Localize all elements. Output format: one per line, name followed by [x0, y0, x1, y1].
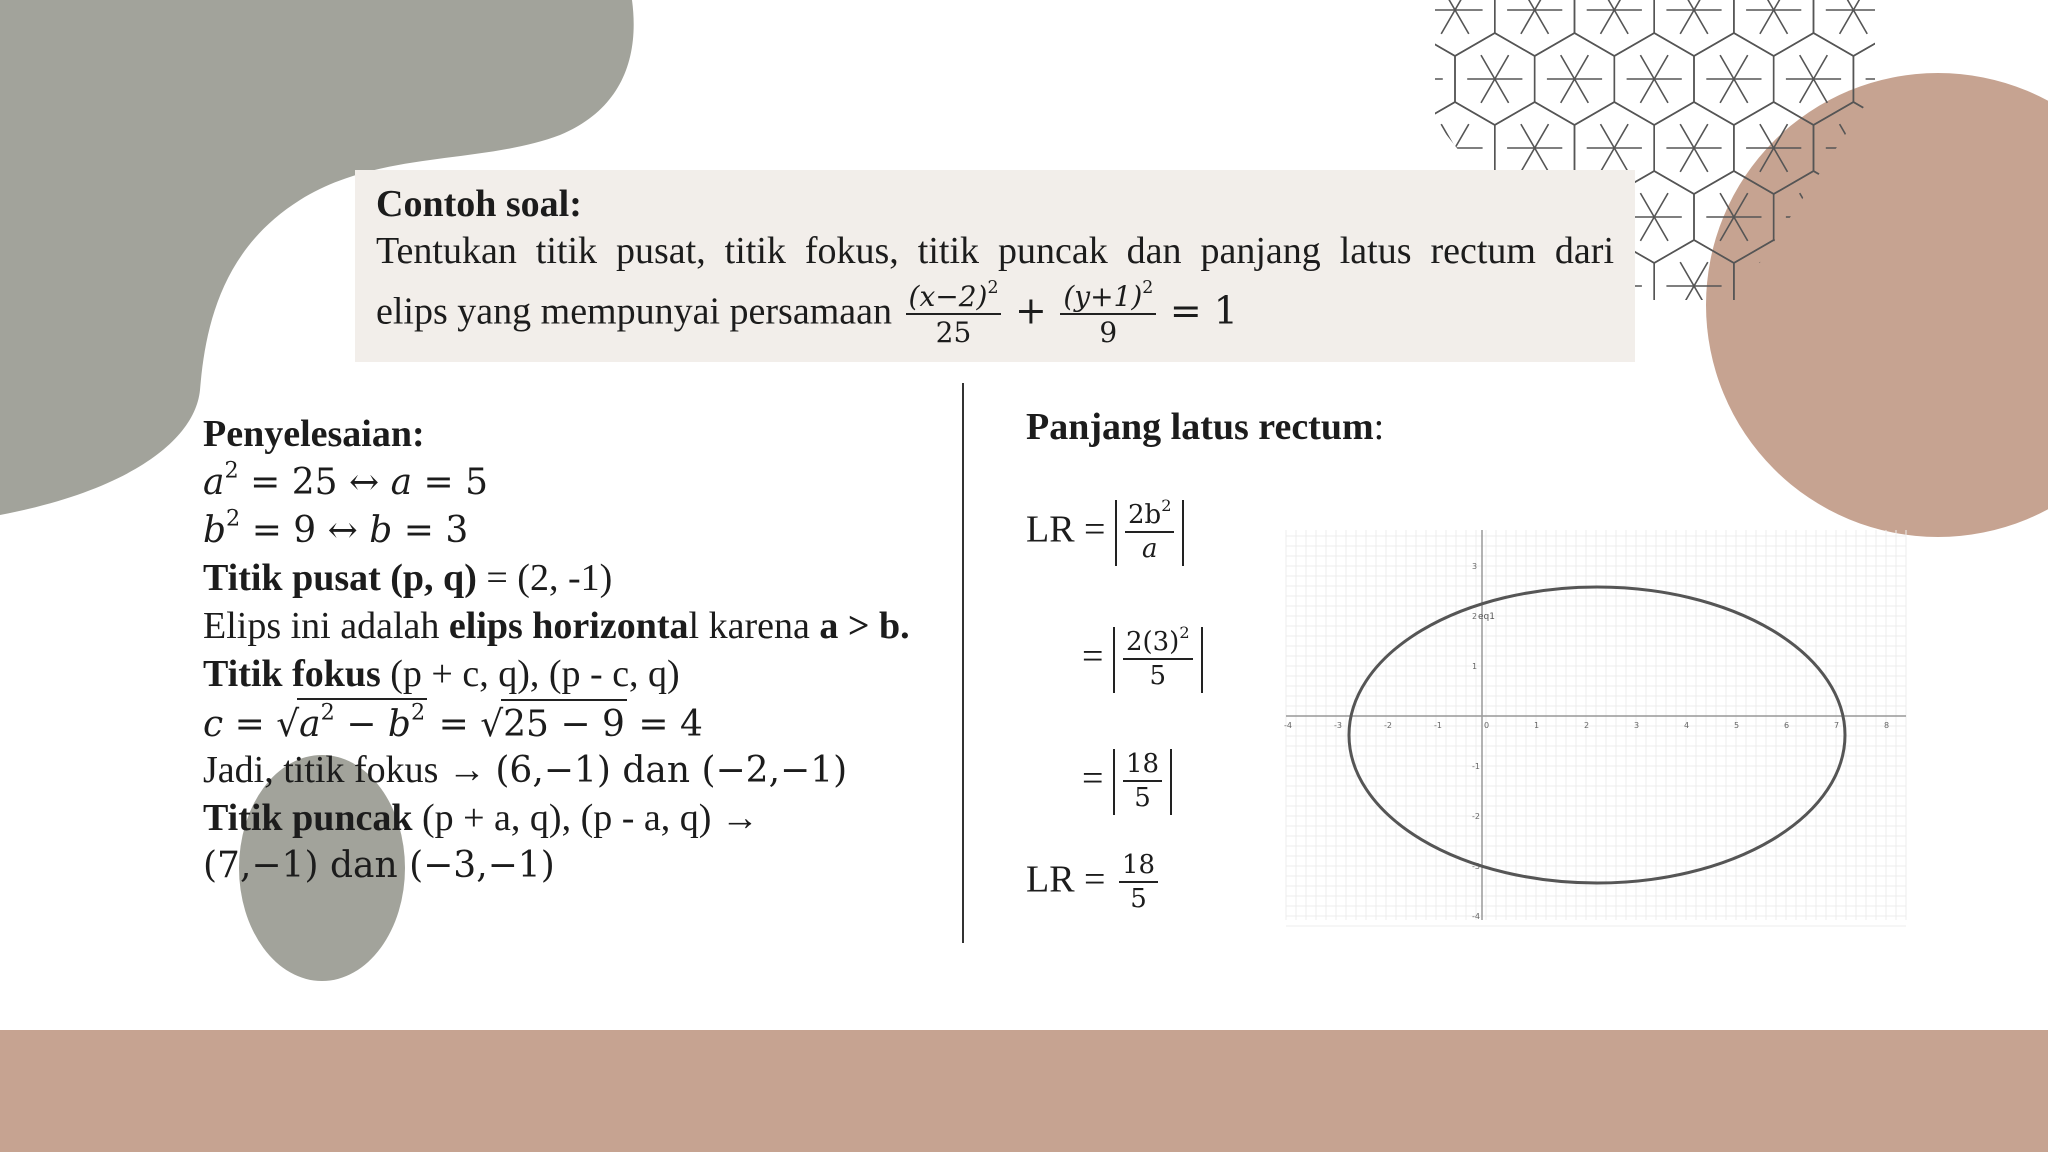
ellipse-graph	[1286, 530, 1906, 920]
y-tick-label: 3	[1472, 562, 1478, 571]
hex-star-stroke	[1840, 0, 1868, 34]
x-tick-label: 0	[1484, 721, 1490, 730]
ellipse-curve	[1349, 587, 1845, 883]
hex-star-stroke	[1521, 0, 1549, 34]
x-tick-label: 1	[1534, 721, 1540, 730]
curve-label: eq1	[1478, 612, 1495, 622]
a-squared-line: $a^2 = 25$ ↔ a = 5	[203, 457, 489, 503]
focus-formula-line: Titik fokus (p + c, q), (p - c, q)	[203, 653, 680, 695]
b-squared-line: $b^2 = 9$ ↔ b = 3	[203, 505, 469, 551]
x-tick-label: 8	[1884, 721, 1890, 730]
focus-result-line: Jadi, titik fokus → (6,−1) dan (−2,−1)	[203, 749, 848, 791]
equation-plus: +	[1014, 288, 1047, 333]
x-tick-label: -2	[1384, 721, 1392, 730]
lr-final: LR = $\frac{18}{5}$	[1026, 852, 1162, 914]
hex-star-stroke	[1601, 0, 1629, 34]
problem-text-line1: Tentukan titik pusat, titik fokus, titik puncak dan panjang latus rectum dari	[376, 230, 1614, 272]
lr-step-3: = $\frac{18}{5}$	[1082, 749, 1172, 815]
latus-rectum-title: Panjang latus rectum:	[1026, 406, 1385, 448]
hex-cell	[1774, 171, 1854, 263]
x-tick-label: -1	[1434, 721, 1442, 730]
x-tick-label: -3	[1334, 721, 1342, 730]
problem-heading: Contoh soal:	[376, 183, 582, 225]
solution-block	[203, 410, 910, 890]
hex-cell	[1734, 0, 1814, 56]
hex-star-stroke	[1441, 0, 1469, 34]
problem-text-line2	[376, 277, 1238, 350]
hex-star-stroke	[1800, 193, 1828, 241]
y-tick-label: 1	[1472, 662, 1478, 671]
hex-star-stroke	[1760, 0, 1788, 34]
lr-step-1: LR = $\frac{2b^2}{a}$	[1026, 500, 1184, 566]
x-tick-label: 3	[1634, 721, 1640, 730]
x-tick-label: 2	[1584, 721, 1590, 730]
y-tick-label: -4	[1472, 912, 1480, 921]
hex-star-stroke	[1680, 0, 1708, 34]
hex-star-stroke	[1760, 0, 1788, 34]
x-tick-label: 5	[1734, 721, 1740, 730]
center-line: Titik pusat (p, q) = (2, -1)	[203, 557, 613, 599]
equation-fraction-1: $\frac{(x-2)^2}{25}$	[906, 282, 1002, 348]
hex-star-stroke	[1441, 0, 1469, 34]
hex-star-stroke	[1521, 0, 1549, 34]
c-value-line: $c = √a^2 - b^2 = √25 - 9 = 4$	[203, 698, 910, 746]
hex-star-stroke	[1840, 0, 1868, 34]
vertex-formula-line: Titik puncak (p + a, q), (p - a, q) →	[203, 797, 759, 839]
equation-fraction-2: $\frac{(y+1)^2}{9}$	[1060, 282, 1156, 348]
y-tick-label: 2	[1472, 612, 1478, 621]
hex-star-stroke	[1800, 193, 1828, 241]
x-tick-label: 4	[1684, 721, 1690, 730]
x-tick-label: -4	[1284, 721, 1292, 730]
y-tick-label: -1	[1472, 762, 1480, 771]
bottom-band	[0, 1030, 2048, 1152]
hex-star-stroke	[1840, 124, 1868, 172]
vertex-result-line: (7,−1) dan (−3,−1)	[203, 845, 555, 886]
problem-line2-text: elips yang mempunyai persamaan	[376, 290, 893, 333]
horizontal-line: Elips ini adalah elips horizontal karena a > b.	[203, 605, 910, 647]
x-tick-label: 6	[1784, 721, 1790, 730]
equation-rhs: = 1	[1169, 288, 1238, 333]
hex-star-stroke	[1680, 0, 1708, 34]
y-tick-label: -3	[1472, 862, 1480, 871]
graph-grid	[1286, 530, 1906, 926]
column-divider	[962, 383, 964, 943]
lr-step-2: = $\frac{2(3)^2}{5}$	[1082, 627, 1203, 693]
y-tick-label: -2	[1472, 812, 1480, 821]
solution-heading: Penyelesaian:	[203, 413, 425, 455]
hex-star-stroke	[1601, 0, 1629, 34]
x-tick-label: 7	[1834, 721, 1840, 730]
